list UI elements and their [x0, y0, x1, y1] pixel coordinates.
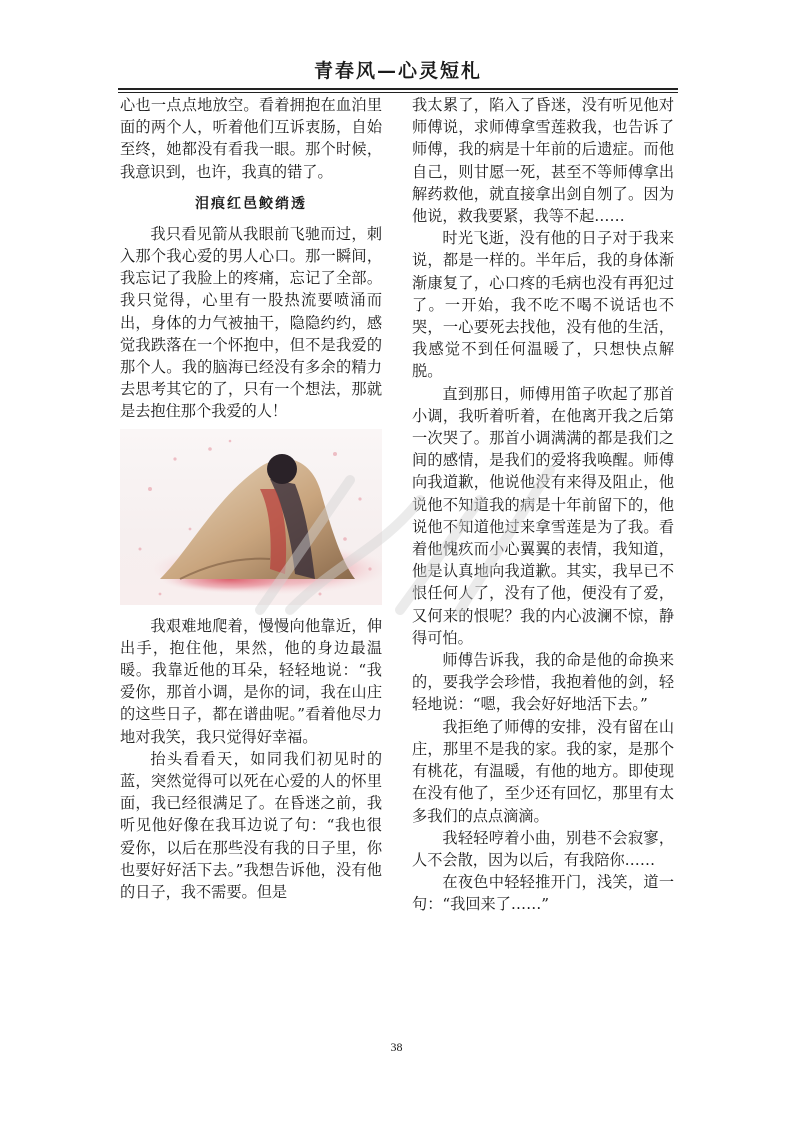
illustration-embracing-couple	[120, 429, 382, 605]
right-column	[412, 94, 674, 924]
page-number: 38	[390, 1040, 403, 1054]
paragraph: 我太累了，陷入了昏迷，没有听见他对师傅说，求师傅拿雪莲救我，也告诉了师傅，我的病是十年前的后遗症。而他自己，则甘愿一死，甚至不等师傅拿出解药救他，就直接拿出剑自刎了。因为他说，救我要紧，我等不起……	[412, 96, 674, 226]
paragraph: 心也一点点地放空。看着拥抱在血泊里面的两个人，听着他们互诉衷肠，自始至终，她都没有看我一眼。那个时候，我意识到，也许，我真的错了。	[120, 96, 382, 181]
page-header-title: 青春风—心灵短札	[313, 60, 482, 82]
paragraph: 我艰难地爬着，慢慢向他靠近，伸出手，抱住他，果然，他的身边最温暖。我靠近他的耳朵，轻轻地说：“我爱你，那首小调，是你的词，我在山庄的这些日子，都在谱曲呢。”看着他尽力地对我笑，我只觉得好幸福。	[120, 616, 382, 746]
paragraph: 我只看见箭从我眼前飞驰而过，刺入那个我心爱的男人心口。那一瞬间，我忘记了我脸上的疼痛，忘记了全部。我只觉得，心里有一股热流要喷涌而出，身体的力气被抽干，隐隐约约，感觉我跌落在一个怀抱中，但不是我爱的那个人。我的脑海已经没有多余的精力去思考其它的了，只有一个想法，那就是去抱住那个我爱的人！	[120, 224, 382, 421]
paragraph: 师傅告诉我，我的命是他的命换来的，要我学会珍惜，我抱着他的剑，轻轻地说：“嗯，我会好好地活下去。”	[412, 651, 674, 714]
left-column	[120, 94, 382, 924]
section-title: 泪痕红邑鲛绡透	[195, 195, 307, 212]
paragraph: 直到那日，师傅用笛子吹起了那首小调，我听着听着，在他离开我之后第一次哭了。那首小调满满的都是我们之间的感情，是我们的爱将我唤醒。师傅向我道歉，他说他没有来得及阻止，他说他不知道我的病是十年前留下的，他说他不知道他过来拿雪莲是为了我。看着他愧疚而小心翼翼的表情，我知道，他是认真地向我道歉。其实，我早已不恨任何人了，没有了他，便没有了爱，又何来的恨呢？我的内心波澜不惊，静得可怕。	[412, 384, 674, 647]
paragraph: 在夜色中轻轻推开门，浅笑，道一句：“我回来了……”	[412, 873, 674, 914]
illustration-drawing	[120, 429, 382, 605]
paragraph: 抬头看看天，如同我们初见时的蓝，突然觉得可以死在心爱的人的怀里面，我已经很满足了。在昏迷之前，我听见他好像在我耳边说了句：“我也很爱你，以后在那些没有我的日子里，你也要好好活下去。”我想告诉他，没有他的日子，我不需要。但是	[120, 749, 382, 902]
header-rule	[118, 88, 678, 93]
paragraph: 时光飞逝，没有他的日子对于我来说，都是一样的。半年后，我的身体渐渐康复了，心口疼的毛病也没有再犯过了。一开始，我不吃不喝不说话也不哭，一心要死去找他，没有他的生活，我感觉不到任何温暖了，只想快点解脱。	[412, 229, 674, 381]
paragraph: 我拒绝了师傅的安排，没有留在山庄，那里不是我的家。我的家，是那个有桃花，有温暖，有他的地方。即使现在没有他了，至少还有回忆，那里有太多我们的点点滴滴。	[412, 717, 674, 825]
paragraph: 我轻轻哼着小曲，别巷不会寂寥，人不会散，因为以后，有我陪你……	[412, 828, 674, 869]
